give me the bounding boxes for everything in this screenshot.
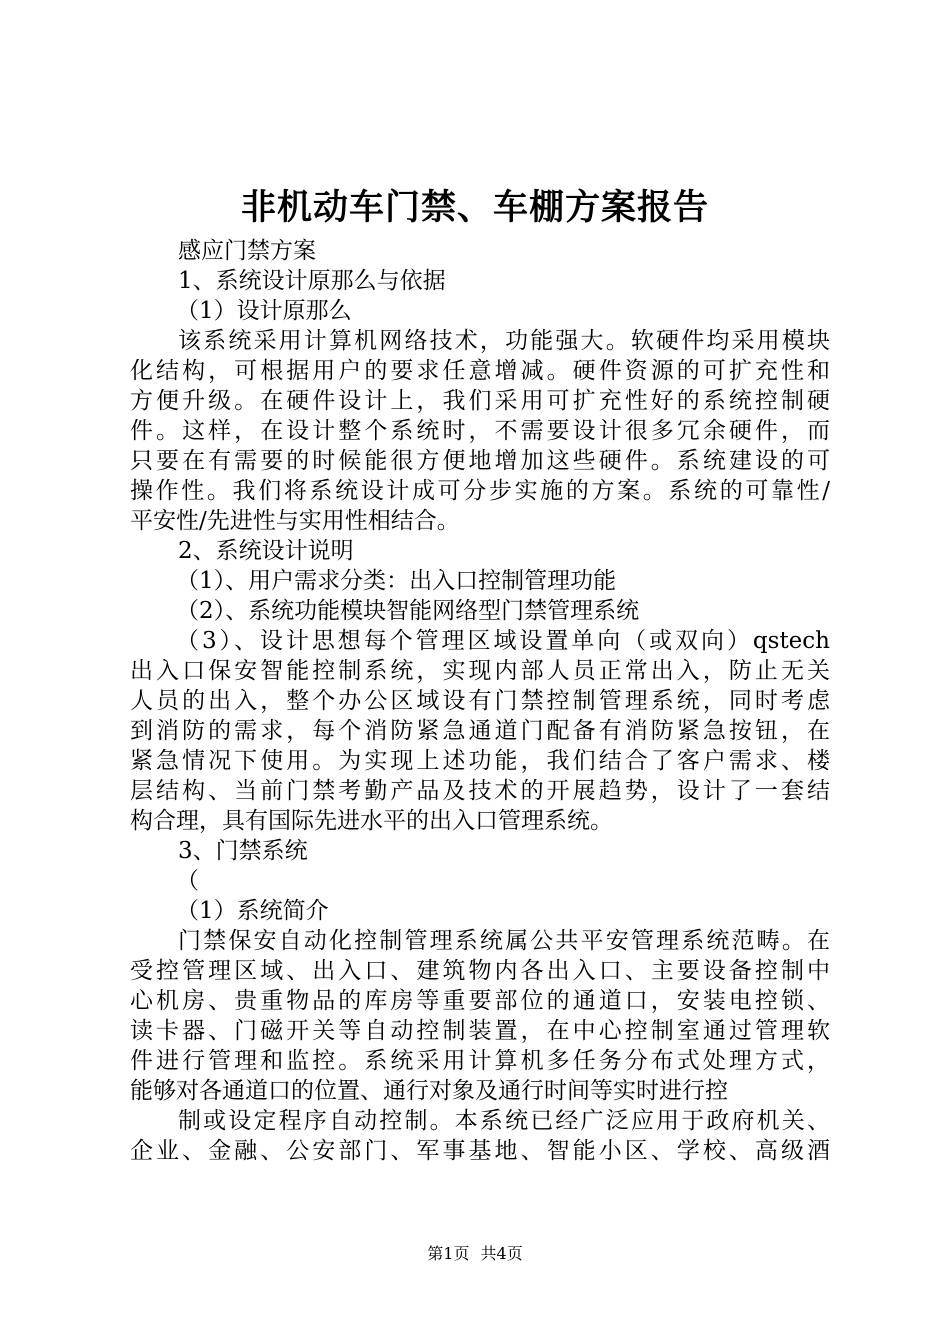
paragraph-line: 构合理，具有国际先进水平的出入口管理系统。 (130, 808, 613, 834)
paragraph-line: 心机房、贵重物品的库房等重要部位的通道口，安装电控锁、 (130, 988, 830, 1014)
paragraph-line: 化结构，可根据用户的要求任意增减。硬件资源的可扩充性和 (130, 358, 830, 384)
section-heading: 3、门禁系统 (178, 838, 308, 864)
paragraph-line: 到消防的需求，每个消防紧急通道门配备有消防紧急按钮，在 (130, 718, 830, 744)
subsection-heading: （1）系统简介 (176, 898, 329, 924)
paragraph-line: （3）、设计思想每个管理区域设置单向（或双向）qstech (176, 628, 830, 654)
paragraph-line: 受控管理区域、出入口、建筑物内各出入口、主要设备控制中 (130, 958, 830, 984)
paragraph-line: 平安性/先进性与实用性相结合。 (130, 508, 460, 534)
paragraph-line: 能够对各通道口的位置、通行对象及通行时间等实时进行控 (130, 1078, 728, 1104)
paragraph-line: 出入口保安智能控制系统，实现内部人员正常出入，防止无关 (130, 658, 830, 684)
subsection-heading: （1）、用户需求分类：出入口控制管理功能 (176, 568, 617, 594)
page-footer (0, 1244, 950, 1264)
paragraph-line: 人员的出入，整个办公区域设有门禁控制管理系统，同时考虑 (130, 688, 830, 714)
paragraph-line: 读卡器、门磁开关等自动控制装置，在中心控制室通过管理软 (130, 1018, 830, 1044)
paragraph-line: 只要在有需要的时候能很方便地增加这些硬件。系统建设的可 (130, 448, 830, 474)
paragraph-line: 方便升级。在硬件设计上，我们采用可扩充性好的系统控制硬 (130, 388, 830, 414)
subsection-heading: （1）设计原那么 (176, 298, 352, 324)
section-heading: 1、系统设计原那么与依据 (178, 268, 446, 294)
document-title: 非机动车门禁、车棚方案报告 (240, 187, 709, 228)
stray-bracket: （ (176, 868, 199, 894)
paragraph-line: 操作性。我们将系统设计成可分步实施的方案。系统的可靠性/ (130, 478, 830, 504)
paragraph-line: 件进行管理和监控。系统采用计算机多任务分布式处理方式， (130, 1048, 830, 1074)
page-number: 第1页 (427, 1244, 470, 1263)
document-body (130, 236, 830, 1166)
paragraph-line: 制或设定程序自动控制。本系统已经广泛应用于政府机关、 (178, 1108, 830, 1134)
page-total: 共4页 (480, 1244, 523, 1263)
paragraph-line: 紧急情况下使用。为实现上述功能，我们结合了客户需求、楼 (130, 748, 830, 774)
paragraph-line: 企业、金融、公安部门、军事基地、智能小区、学校、高级酒 (130, 1138, 830, 1164)
paragraph-line: 件。这样，在设计整个系统时，不需要设计很多冗余硬件，而 (130, 418, 830, 444)
section-heading: 感应门禁方案 (178, 238, 316, 264)
paragraph-line: 门禁保安自动化控制管理系统属公共平安管理系统范畴。在 (178, 928, 830, 954)
subsection-heading: （2）、系统功能模块智能网络型门禁管理系统 (176, 598, 640, 624)
paragraph-line: 层结构、当前门禁考勤产品及技术的开展趋势，设计了一套结 (130, 778, 830, 804)
paragraph-line: 该系统采用计算机网络技术，功能强大。软硬件均采用模块 (178, 328, 830, 354)
section-heading: 2、系统设计说明 (178, 538, 354, 564)
